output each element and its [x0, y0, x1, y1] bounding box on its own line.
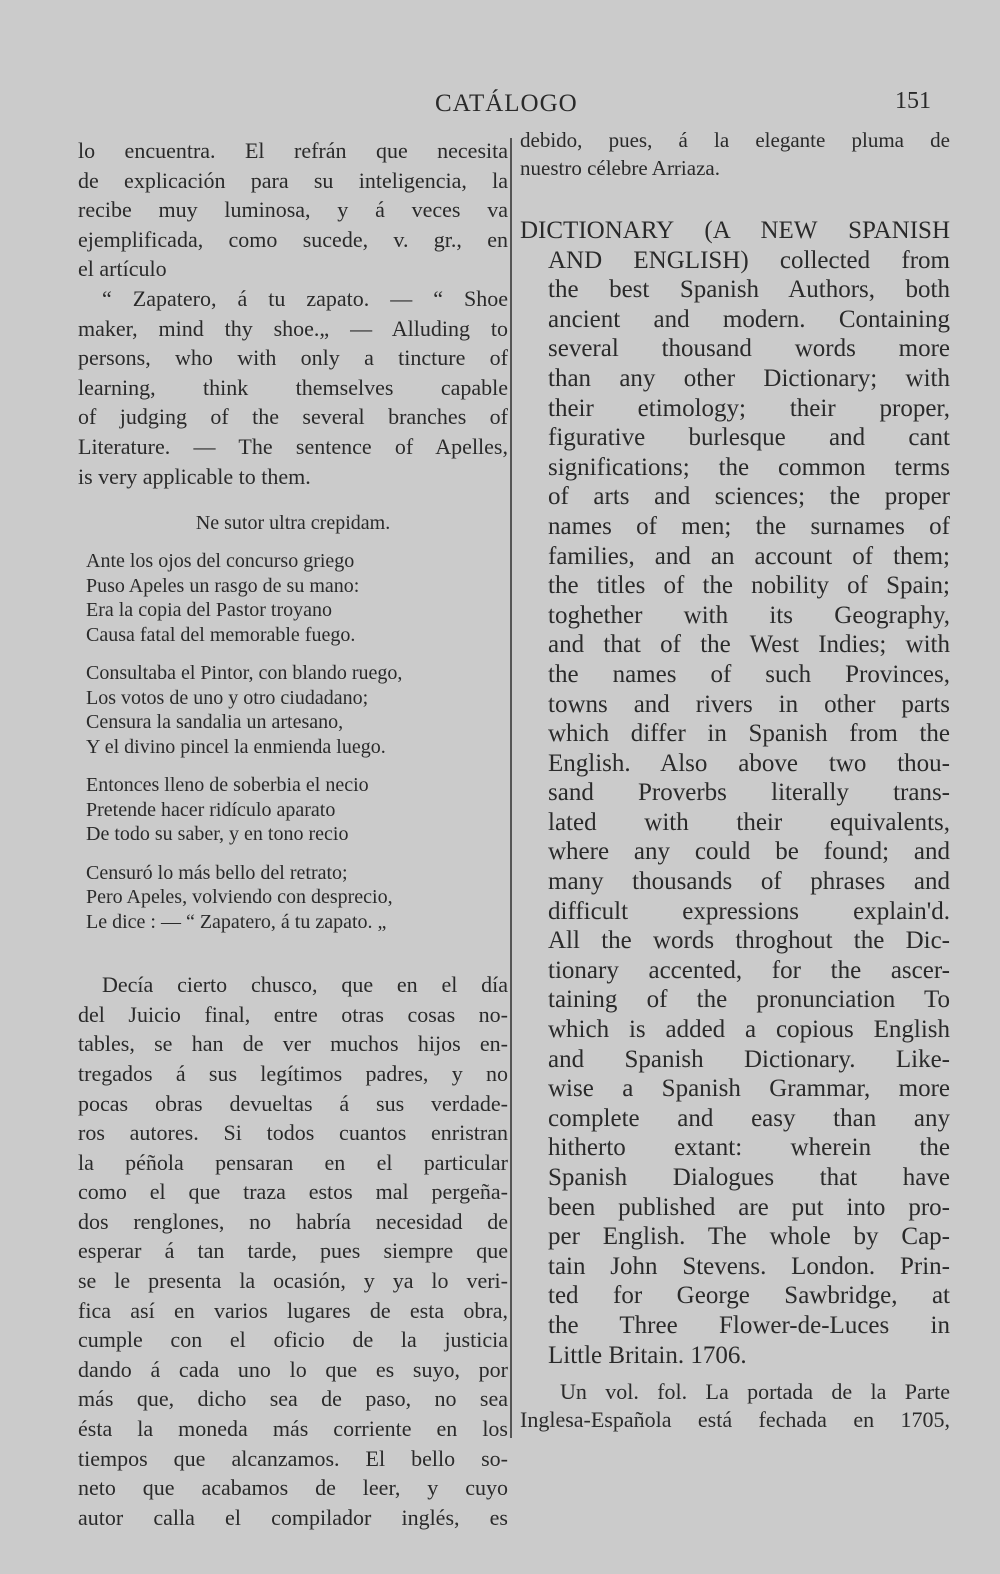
text-line: ros autores. Si todos cuantos enristran: [78, 1120, 508, 1146]
text-line: All the words throghout the Dic-: [548, 927, 950, 955]
text-line: debido, pues, á la elegante pluma de: [520, 128, 950, 152]
text-line: is very applicable to them.: [78, 463, 311, 489]
continued-paragraph: [520, 126, 950, 182]
left-column: [78, 136, 508, 1532]
text-line: se le presenta la ocasión, y ya lo veri-: [78, 1268, 508, 1294]
text-line: como el que traza estos mal pergeña-: [78, 1179, 508, 1205]
text-line: autor calla el compilador inglés, es: [78, 1504, 508, 1530]
text-line: pocas obras devueltas á sus verdade-: [78, 1090, 508, 1116]
text-line: hitherto extant: wherein the: [548, 1134, 950, 1162]
text-line: families, and an account of them;: [548, 542, 950, 570]
text-line: la péñola pensaran en el particular: [78, 1149, 508, 1175]
text-line: complete and easy than any: [548, 1104, 950, 1132]
text-line: el artículo: [78, 256, 167, 282]
text-line: tiempos que alcanzamos. El bello so-: [78, 1445, 508, 1471]
text-line: lo encuentra. El refrán que necesita: [78, 138, 508, 163]
text-line: names of men; the surnames of: [548, 512, 950, 540]
stanza: [78, 661, 508, 759]
text-line: wise a Spanish Grammar, more: [548, 1075, 950, 1103]
verse-line: Le dice : — “ Zapatero, á tu zapato. „: [86, 910, 387, 933]
verse-line: Pretende hacer ridículo aparato: [86, 798, 336, 821]
text-line: ted for George Sawbridge, at: [548, 1282, 950, 1310]
verse-line: Era la copia del Pastor troyano: [86, 599, 333, 622]
verse-line: Pero Apeles, volviendo con desprecio,: [86, 886, 393, 909]
text-line: ésta la moneda más corriente en los: [78, 1416, 508, 1442]
text-line: Decía cierto chusco, que en el día: [102, 972, 508, 998]
text-line: Inglesa-Española está fechada en 1705,: [520, 1407, 950, 1433]
text-line: figurative burlesque and cant: [548, 424, 950, 452]
verse-line: Consultaba el Pintor, con blando ruego,: [86, 662, 403, 685]
text-line: tionary accented, for the ascer-: [548, 956, 950, 984]
verse-line: Censuró lo más bello del retrato;: [86, 861, 348, 884]
text-line: tain John Stevens. London. Prin-: [548, 1252, 950, 1280]
dictionary-entry: [520, 216, 950, 1370]
text-line: de explicación para su inteligencia, la: [78, 167, 508, 193]
text-line: Literature. — The sentence of Apelles,: [78, 433, 508, 459]
text-line: the best Spanish Authors, both: [548, 276, 950, 304]
text-line: several thousand words more: [548, 335, 950, 363]
text-line: been published are put into pro-: [548, 1193, 950, 1221]
stanza: [78, 549, 508, 647]
text-line: many thousands of phrases and: [548, 868, 950, 896]
text-line: lated with their equivalents,: [548, 808, 950, 836]
verse-line: Ante los ojos del concurso griego: [86, 550, 355, 573]
text-line: toghether with its Geography,: [548, 601, 950, 629]
entry-heading: DICTIONARY (A NEW SPANISH: [520, 217, 950, 244]
text-line: significations; the common terms: [548, 453, 950, 481]
text-line: fica así en varios lugares de esta obra,: [78, 1297, 508, 1323]
text-line: ancient and modern. Containing: [548, 305, 950, 333]
sonnet: [78, 549, 508, 934]
text-line: dando á cada uno lo que es suyo, por: [78, 1356, 508, 1382]
text-line: where any could be found; and: [548, 838, 950, 866]
text-line: of judging of the several branches of: [78, 404, 508, 430]
text-line: of arts and sciences; the proper: [548, 483, 950, 511]
text-line: learning, think themselves capable: [78, 374, 508, 400]
text-line: maker, mind thy shoe.„ — Alluding to: [78, 315, 508, 341]
text-line: Spanish Dialogues that have: [548, 1164, 950, 1191]
text-line: persons, who with only a tincture of: [78, 345, 508, 371]
verse-line: Y el divino pincel la enmienda luego.: [86, 735, 386, 758]
text-line: their etimology; their proper,: [548, 394, 950, 422]
text-line: English. Also above two thou-: [548, 749, 950, 777]
page-number: 151: [895, 88, 931, 114]
latin-motto: Ne sutor ultra crepidam.: [195, 512, 391, 535]
text-line: which differ in Spanish from the: [548, 720, 950, 748]
text-line: towns and rivers in other parts: [548, 690, 950, 718]
right-column: [520, 126, 950, 1434]
text-line: the Three Flower-de-Luces in: [548, 1311, 950, 1339]
text-line: and Spanish Dictionary. Like-: [548, 1045, 950, 1073]
column-divider: [510, 138, 512, 1438]
text-line: tables, se han de ver muchos hijos en-: [78, 1031, 508, 1057]
page-header: [0, 86, 1000, 122]
stanza: [78, 773, 508, 847]
bibliographic-note: [520, 1378, 950, 1434]
text-line: and that of the West Indies; with: [548, 631, 950, 659]
prose-block: [78, 136, 508, 491]
running-head: CATÁLOGO: [435, 90, 578, 117]
text-line: “ Zapatero, á tu zapato. — “ Shoe: [102, 285, 508, 311]
text-line: Little Britain. 1706.: [548, 1341, 747, 1369]
verse-line: Censura la sandalia un artesano,: [86, 711, 344, 734]
text-line: the titles of the nobility of Spain;: [548, 572, 950, 600]
verse-line: Entonces lleno de soberbia el necio: [86, 774, 369, 797]
text-line: which is added a copious English: [548, 1016, 950, 1044]
verse-line: De todo su saber, y en tono recio: [86, 823, 349, 846]
verse-line: Puso Apeles un rasgo de su mano:: [86, 574, 360, 597]
text-line: than any other Dictionary; with: [548, 364, 950, 392]
text-line: cumple con el oficio de la justicia: [78, 1327, 508, 1353]
text-line: más que, dicho sea de paso, no sea: [78, 1386, 508, 1412]
text-line: dos renglones, no habría necesidad de: [78, 1208, 508, 1234]
text-line: tregados á sus legítimos padres, y no: [78, 1060, 508, 1086]
text-line: neto que acabamos de leer, y cuyo: [78, 1475, 508, 1501]
stanza: [78, 861, 508, 935]
verse-line: Los votos de uno y otro ciudadano;: [86, 686, 369, 709]
text-line: per English. The whole by Cap-: [548, 1223, 950, 1251]
text-line: recibe muy luminosa, y á veces va: [78, 197, 508, 223]
text-line: the names of such Provinces,: [548, 660, 950, 688]
spacer: [78, 948, 508, 970]
text-line: del Juicio final, entre otras cosas no-: [78, 1001, 508, 1027]
text-line: sand Proverbs literally trans-: [548, 779, 950, 807]
text-line: Un vol. fol. La portada de la Parte: [560, 1379, 950, 1405]
text-line: taining of the pronunciation To: [548, 986, 950, 1014]
closing-paragraph: [78, 970, 508, 1532]
text-line: difficult expressions explain'd.: [548, 897, 950, 925]
text-line: ejemplificada, como sucede, v. gr., en: [78, 226, 508, 252]
text-line: AND ENGLISH) collected from: [548, 246, 950, 274]
verse-line: Causa fatal del memorable fuego.: [86, 623, 356, 646]
text-line: esperar á tan tarde, pues siempre que: [78, 1238, 508, 1264]
text-line: nuestro célebre Arriaza.: [520, 156, 720, 180]
